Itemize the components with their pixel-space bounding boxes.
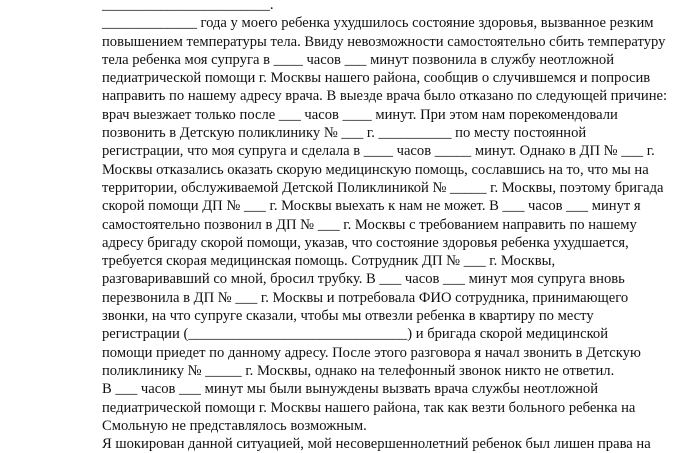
text-line: территории, обслуживаемой Детской Поликлиникой № _____ г. Москвы, поэтому бригада (102, 179, 664, 196)
text-line: В ___ часов ___ минут мы были вынуждены вызвать врача службы неотложной (102, 381, 599, 398)
text-line: регистрации, что моя супруга и сделала в ____ часов _____ минут. Однако в ДП № ___ г. (102, 143, 655, 160)
text-line: требуется скорая медицинская помощь. Сотрудник ДП № ___ г. Москвы, (102, 253, 556, 270)
text-line: адресу бригаду скорой помощи, указав, что состояние здоровья ребенка ухудшается, (102, 234, 629, 251)
text-line: позвонить в Детскую поликлинику № ___ г. __________ по месту постоянной (102, 125, 587, 142)
text-line: повышением температуры тела. Ввиду невозможности самостоятельно сбить температуру (102, 33, 666, 50)
text-line: помощи приедет по данному адресу. После этого разговора я начал звонить в Детскую (102, 344, 641, 361)
text-line: педиатрической помощи г. Москвы нашего района, сообщив о случившемся и попросив (102, 70, 651, 87)
text-line: направить по нашему адресу врача. В выезде врача было отказано по следующей причине: (102, 88, 668, 105)
text-line: _____________ года у моего ребенка ухудшилось состояние здоровья, вызванное резким (102, 15, 654, 32)
text-line: Смольную не представлялось возможным. (102, 417, 367, 434)
text-line: врач выезжает только после ___ часов ____ минут. При этом нам порекомендовали (102, 106, 618, 123)
text-line: _______________________. (102, 0, 274, 13)
text-line: разговаривавший со мной, бросил трубку. В ___ часов ___ минут моя супруга вновь (102, 271, 625, 288)
text-line: тела ребенка моя супруга в ____ часов ___ минут позвонила в службу неотложной (102, 51, 615, 68)
text-line: регистрации (______________________________) и бригада скорой медицинской (102, 326, 609, 343)
text-line: самостоятельно позвонил в ДП № ___ г. Москвы с требованием направить по нашему (102, 216, 637, 233)
document-body (102, 0, 692, 453)
text-line: Москвы отказались оказать скорую медицинскую помощь, сославшись на то, что мы на (102, 161, 649, 178)
text-line: поликлинику № _____ г. Москвы, однако на телефонный звонок никто не ответил. (102, 362, 615, 379)
text-line: звонки, на что супруге сказали, чтобы мы отвезли ребенка в квартиру по месту (102, 308, 594, 325)
text-line: перезвонила в ДП № ___ г. Москвы и потребовала ФИО сотрудника, принимающего (102, 289, 629, 306)
text-line: Я шокирован данной ситуацией, мой несовершеннолетний ребенок был лишен права на (102, 436, 651, 453)
text-line: педиатрической помощи г. Москвы нашего района, так как везти больного ребенка на (102, 399, 636, 416)
text-line: скорой помощи ДП № ___ г. Москвы выехать к нам не может. В ___ часов ___ минут я (102, 198, 641, 215)
